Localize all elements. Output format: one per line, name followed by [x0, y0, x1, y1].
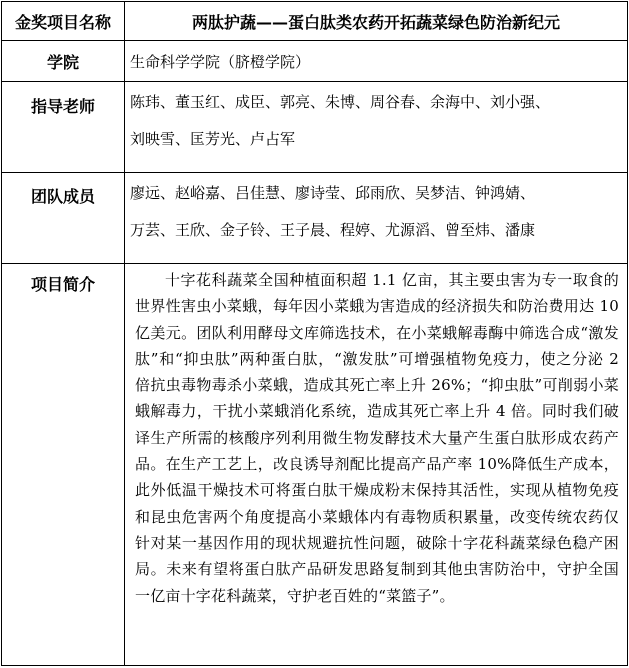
summary-label: 项目简介: [2, 264, 125, 666]
title-row: [2, 2, 628, 41]
college-value: 生命科学学院（脐橙学院）: [125, 41, 628, 82]
summary-cell: [125, 264, 628, 666]
advisors-label: 指导老师: [2, 82, 125, 173]
award-project-table: [1, 1, 628, 666]
members-line-2: 万芸、王欣、金子铃、王子晨、程婷、尤源滔、曾至炜、潘康: [130, 221, 536, 239]
summary-text: 十字花科蔬菜全国种植面积超 1.1 亿亩，其主要虫害为专一取食的世界性害虫小菜蛾，每年因小菜蛾为害造成的经济损失和防治费用达 10 亿美元。团队利用酵母文库筛选技术，在小菜蛾解毒酶中筛选合成“激发肽”和“抑虫肽”两种蛋白肽，“激发肽”可增强植物免疫力，使之分泌 2 倍抗虫毒物毒杀小菜蛾，造成其死亡率上升 26%；“抑虫肽”可削弱小菜蛾解毒力，干扰小菜蛾消化系统，造成其死亡率上升 4 倍。同时我们破译生产所需的核酸序列利用微生物发酵技术大量产生蛋白肽形成农药产品。在生产工艺上，改良诱导剂配比提高产品产率 10%降低生产成本，此外低温干燥技术可将蛋白肽干燥成粉末保持其活性，实现从植物免疫和昆虫危害两个角度提高小菜蛾体内有毒物质积累量，改变传统农药仅针对某一基因作用的现状规避抗性问题，破除十字花科蔬菜绿色稳产困局。未来有望将蛋白肽产品研发思路复制到其他虫害防治中，守护全国一亿亩十字花科蔬菜，守护老百姓的“菜篮子”。: [135, 271, 619, 605]
advisors-line-2: 刘映雪、匡芳光、卢占军: [130, 130, 296, 148]
summary-row: [2, 264, 628, 666]
advisors-row: [2, 82, 628, 173]
members-list: [125, 173, 628, 264]
college-row: [2, 41, 628, 82]
advisors-list: [125, 82, 628, 173]
college-label: 学院: [2, 41, 125, 82]
project-name-label: 金奖项目名称: [2, 2, 125, 41]
members-line-1: 廖远、赵峪嘉、吕佳慧、廖诗莹、邱雨欣、吴梦洁、钟鸿婧、: [130, 184, 536, 202]
members-row: [2, 173, 628, 264]
members-label: 团队成员: [2, 173, 125, 264]
advisors-line-1: 陈玮、董玉红、成臣、郭亮、朱博、周谷春、余海中、刘小强、: [130, 93, 551, 111]
project-title: 两肽护蔬——蛋白肽类农药开拓蔬菜绿色防治新纪元: [125, 2, 628, 41]
